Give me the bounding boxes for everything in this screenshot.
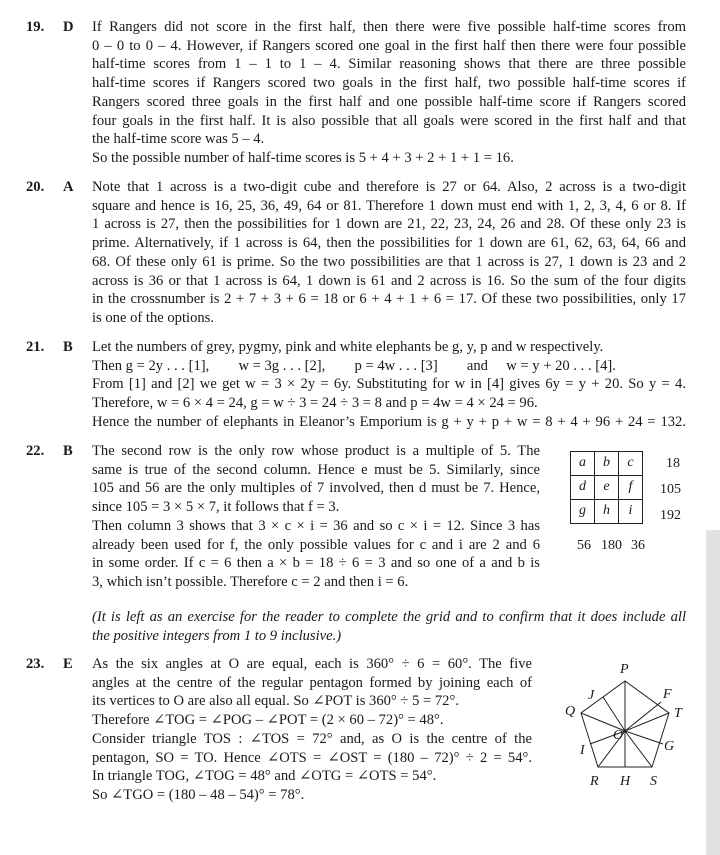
spoke-line <box>603 697 625 731</box>
grid-cell: b <box>595 452 619 476</box>
solution-text <box>92 442 540 592</box>
text-line: 0 – 0 to 0 – 4. However, if Rangers scored one goal in the first half then there were four possible <box>92 37 686 54</box>
text-line: 3, which isn’t possible. Therefore c = 2 and then i = 6. <box>92 573 409 590</box>
column-product: 36 <box>631 538 645 553</box>
grid-cell: g <box>571 500 595 524</box>
text-line: half-time scores if Rangers scored two goals in the first half, two possible half-time scores if <box>92 75 686 92</box>
text-line: 105 and 56 are the only multiples of 7 involved, then d must be 7. Hence, <box>92 480 540 497</box>
spoke-line <box>625 713 669 731</box>
text-line: 1 across is 27, then the possibilities for 1 down are 21, 22, 23, 24, 26 and 28. Of these only 23 is <box>92 216 686 233</box>
text-line: From [1] and [2] we get w = 3 × 2y = 6y. Substituting for w in [4] gives 6y = y + 20. So y = 4. <box>92 376 686 393</box>
text-line: As the six angles at O are equal, each is 360° ÷ 6 = 60°. The five <box>92 656 532 672</box>
solution-answer: B <box>63 443 73 459</box>
solution-text <box>92 338 686 432</box>
text-line: pentagon, SO = TO. Hence ∠OTS = ∠OST = (180 – 72)° ÷ 2 = 54°. <box>92 749 532 766</box>
text-line: So the possible number of half-time scores is 5 + 4 + 3 + 2 + 1 + 1 = 16. <box>92 149 514 166</box>
diagram-label: F <box>663 687 672 702</box>
text-line: Then g = 2y . . . [1], w = 3g . . . [2], p = 4w . . . [3] and w = y + 20 . . . [4]. <box>92 357 616 374</box>
column-product: 180 <box>601 538 622 553</box>
scrollbar-track[interactable] <box>706 530 720 855</box>
diagram-label: P <box>620 662 629 677</box>
solution-number: 20. <box>26 179 45 195</box>
solution-answer: E <box>63 656 73 672</box>
row-product: 18 <box>666 456 680 471</box>
diagram-label: R <box>590 774 599 789</box>
text-line: half-time scores from 1 – 1 to 1 – 4. Similar reasoning shows that there are three possible <box>92 56 686 73</box>
text-line: square and hence is 16, 25, 36, 49, 64 or 81. Therefore 1 down must end with 1, 2, 3, 4, 6 or 8. If <box>92 197 686 214</box>
text-line: 68. Of these only 61 is prime. So the two possibilities are that 1 across is 27, 1 down is 23 and 2 <box>92 253 686 270</box>
grid-cell: a <box>571 452 595 476</box>
text-line: four goals in the first half. It is also possible that all goals were scored in the first half and that <box>92 112 686 129</box>
solution-text <box>92 18 686 168</box>
diagram-label: O <box>613 728 624 743</box>
text-line: since 105 = 3 × 5 × 7, it follows that f = 3. <box>92 499 340 516</box>
solution-text <box>92 178 686 328</box>
grid-cell: h <box>595 500 619 524</box>
diagram-label: Q <box>565 704 576 719</box>
diagram-label: J <box>588 688 595 703</box>
grid-cell: e <box>595 476 619 500</box>
text-line: Note that 1 across is a two-digit cube and therefore is 27 or 64. Also, 2 across is a two-digit <box>92 179 686 195</box>
text-line: In triangle TOG, ∠TOG = 48° and ∠OTG = ∠OTS = 54°. <box>92 768 437 785</box>
text-line: Let the numbers of grey, pygmy, pink and white elephants be g, y, p and w respectively. <box>92 339 604 355</box>
solution-text <box>92 655 532 805</box>
text-line: (It is left as an exercise for the reader to complete the grid and to confirm that it does include all <box>92 609 686 625</box>
row-product: 192 <box>660 508 681 523</box>
text-line: in some order. If c = 6 then a × b = 18 ÷ 6 = 3 and so one of a and b is <box>92 555 540 572</box>
text-line: already been used for f, the only possible values for c and i are 2 and 6 <box>92 536 540 553</box>
text-line: So ∠TGO = (180 – 48 – 54)° = 78°. <box>92 786 305 803</box>
grid-cell: f <box>619 476 643 500</box>
text-line: its vertices to O are also all equal. So ∠POT is 360° ÷ 5 = 72°. <box>92 693 459 710</box>
text-line: If Rangers did not score in the first half, then there were five possible half-time scores from <box>92 19 686 35</box>
column-product: 56 <box>577 538 591 553</box>
text-line: Consider triangle TOS : ∠TOS = 72° and, as O is the centre of the <box>92 730 532 747</box>
solution-answer: B <box>63 339 73 355</box>
text-line: Rangers scored three goals in the first half and one possible half-time score if Rangers scored <box>92 93 686 110</box>
solution-number: 22. <box>26 443 45 459</box>
diagram-label: T <box>674 706 682 721</box>
pentagon-diagram <box>556 658 696 808</box>
text-line: the half-time score was 5 – 4. <box>92 131 265 148</box>
text-line: Then column 3 shows that 3 × c × i = 36 and so c × i = 12. Since 3 has <box>92 517 540 534</box>
text-line: is one of the options. <box>92 309 215 326</box>
solution-answer: A <box>63 179 74 195</box>
diagram-label: S <box>650 774 657 789</box>
grid-cell: i <box>619 500 643 524</box>
text-line: Hence the number of elephants in Eleanor’s Emporium is g + y + p + w = 8 + 4 + 96 + 24 = 132. <box>92 413 686 430</box>
text-line: The second row is the only row whose product is a multiple of 5. The <box>92 443 540 459</box>
text-line: in the crossnumber is 2 + 7 + 3 + 6 = 18 or 6 + 4 + 1 + 6 = 17. Of these two possibilities, only 17 <box>92 291 686 308</box>
text-line: the positive integers from 1 to 9 inclusive.) <box>92 627 342 644</box>
diagram-label: G <box>664 739 675 754</box>
text-line: Therefore ∠TOG = ∠POG – ∠POT = (2 × 60 – 72)° = 48°. <box>92 712 444 729</box>
diagram-label: H <box>620 774 631 789</box>
product-grid <box>570 451 643 524</box>
spoke-line <box>625 731 652 767</box>
grid-cell: d <box>571 476 595 500</box>
row-product: 105 <box>660 482 681 497</box>
solution-answer: D <box>63 19 74 35</box>
text-line: across is 36 or that 1 across is 64, 1 down is 61 and 2 across is 16. So the sum of the four digits <box>92 272 686 289</box>
solution-number: 19. <box>26 19 45 35</box>
exercise-note <box>92 608 686 645</box>
text-line: angles at the centre of the regular pentagon formed by joining each of <box>92 674 532 691</box>
grid-cell: c <box>619 452 643 476</box>
diagram-label: I <box>580 743 585 758</box>
spoke-line <box>625 731 663 744</box>
text-line: Therefore, w = 6 × 4 = 24, g = w ÷ 3 = 24 ÷ 3 = 8 and p = 4w = 4 × 24 = 96. <box>92 395 538 412</box>
text-line: prime. Alternatively, if 1 across is 64, then the possibilities for 1 down are 61, 62, 63, 64, 66 and <box>92 235 686 252</box>
solution-number: 23. <box>26 656 45 672</box>
text-line: same is true of the second column. Hence e must be 5. Similarly, since <box>92 461 540 478</box>
solution-number: 21. <box>26 339 45 355</box>
spoke-line <box>625 702 661 731</box>
